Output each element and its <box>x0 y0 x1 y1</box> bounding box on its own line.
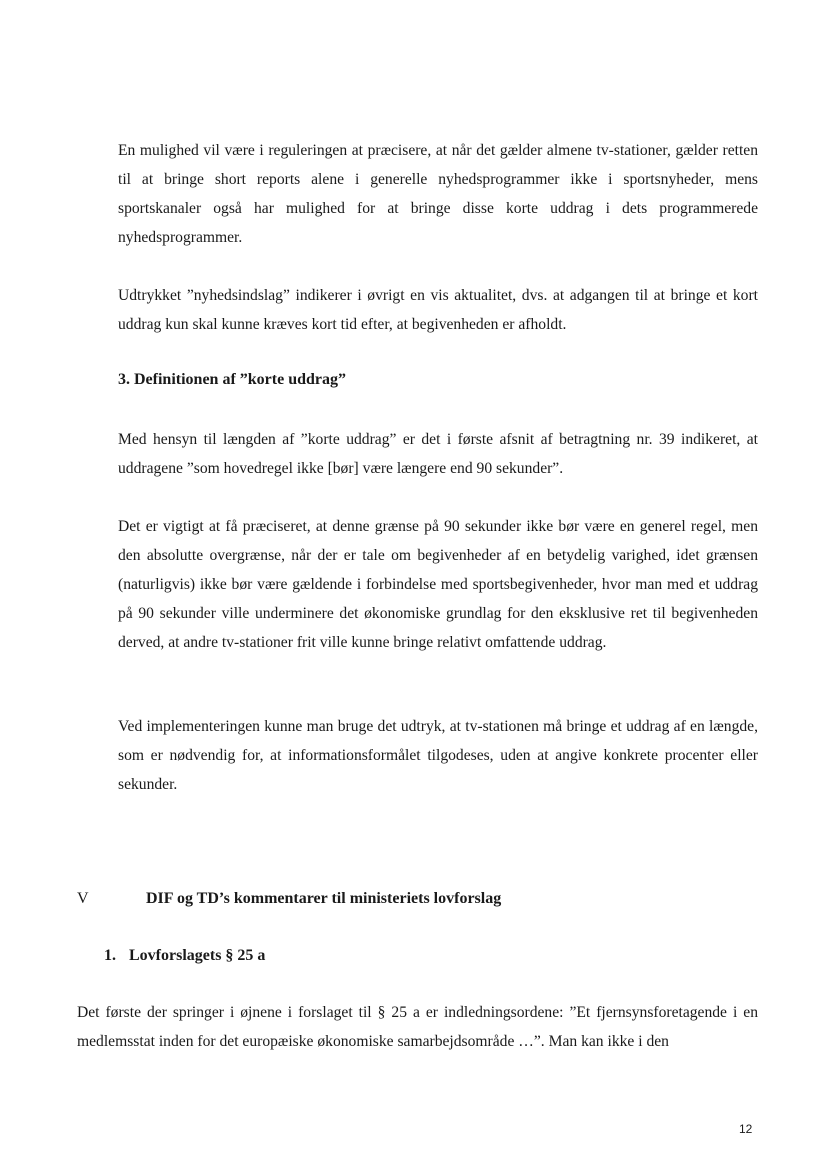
section-number: V <box>77 890 89 907</box>
paragraph-graense: Det er vigtigt at få præciseret, at denne grænse på 90 sekunder ikke bør være en generel regel, men den absolutte overgrænse, når der er tale om begivenheder af en betydelig varighed, idet grænsen (naturligvis) ikke bør være gældende i forbindelse med sportsbegivenheder, hvor man med et uddrag på 90 sekunder ville underminere det økonomiske grundlag for den eksklusive ret til begivenheden derved, at andre tv-stationer frit ville kunne bringe relativt omfattende uddrag. <box>118 518 758 651</box>
paragraph-nyhedsindslag: Udtrykket ”nyhedsindslag” indikerer i øvrigt en vis aktualitet, dvs. at adgangen til at bringe et kort uddrag kun skal kunne kræves kort tid efter, at begivenheden er afholdt. <box>118 287 758 333</box>
subsection-title: Lovforslagets § 25 a <box>129 947 266 964</box>
paragraph-indledningsordene: Det første der springer i øjnene i forslaget til § 25 a er indledningsordene: ”Et fjernsynsforetagende i en medlemsstat inden for det europæiske økonomiske samarbejdsområde …”. Man kan ikke i den <box>77 1004 758 1050</box>
subsection-number: 1. <box>104 947 116 964</box>
paragraph-implementeringen: Ved implementeringen kunne man bruge det udtryk, at tv-stationen må bringe et uddrag af en længde, som er nødvendig for, at informationsformålet tilgodeses, uden at angive konkrete procenter eller sekunder. <box>118 718 758 793</box>
paragraph-laengden: Med hensyn til længden af ”korte uddrag” er det i første afsnit af betragtning nr. 39 indikeret, at uddragene ”som hovedregel ikke [bør] være længere end 90 sekunder”. <box>118 431 758 477</box>
section-title: DIF og TD’s kommentarer til ministeriets lovforslag <box>146 890 502 907</box>
paragraph-short-reports: En mulighed vil være i reguleringen at præcisere, at når det gælder almene tv-stationer, gælder retten til at bringe short reports alene i generelle nyhedsprogrammer ikke i sportsnyheder, mens sportskanaler også har mulighed for at bringe disse korte uddrag i dets programmerede nyhedsprogrammer. <box>118 142 758 246</box>
heading-definitionen: 3. Definitionen af ”korte uddrag” <box>118 371 346 388</box>
page-number: 12 <box>739 1122 753 1136</box>
